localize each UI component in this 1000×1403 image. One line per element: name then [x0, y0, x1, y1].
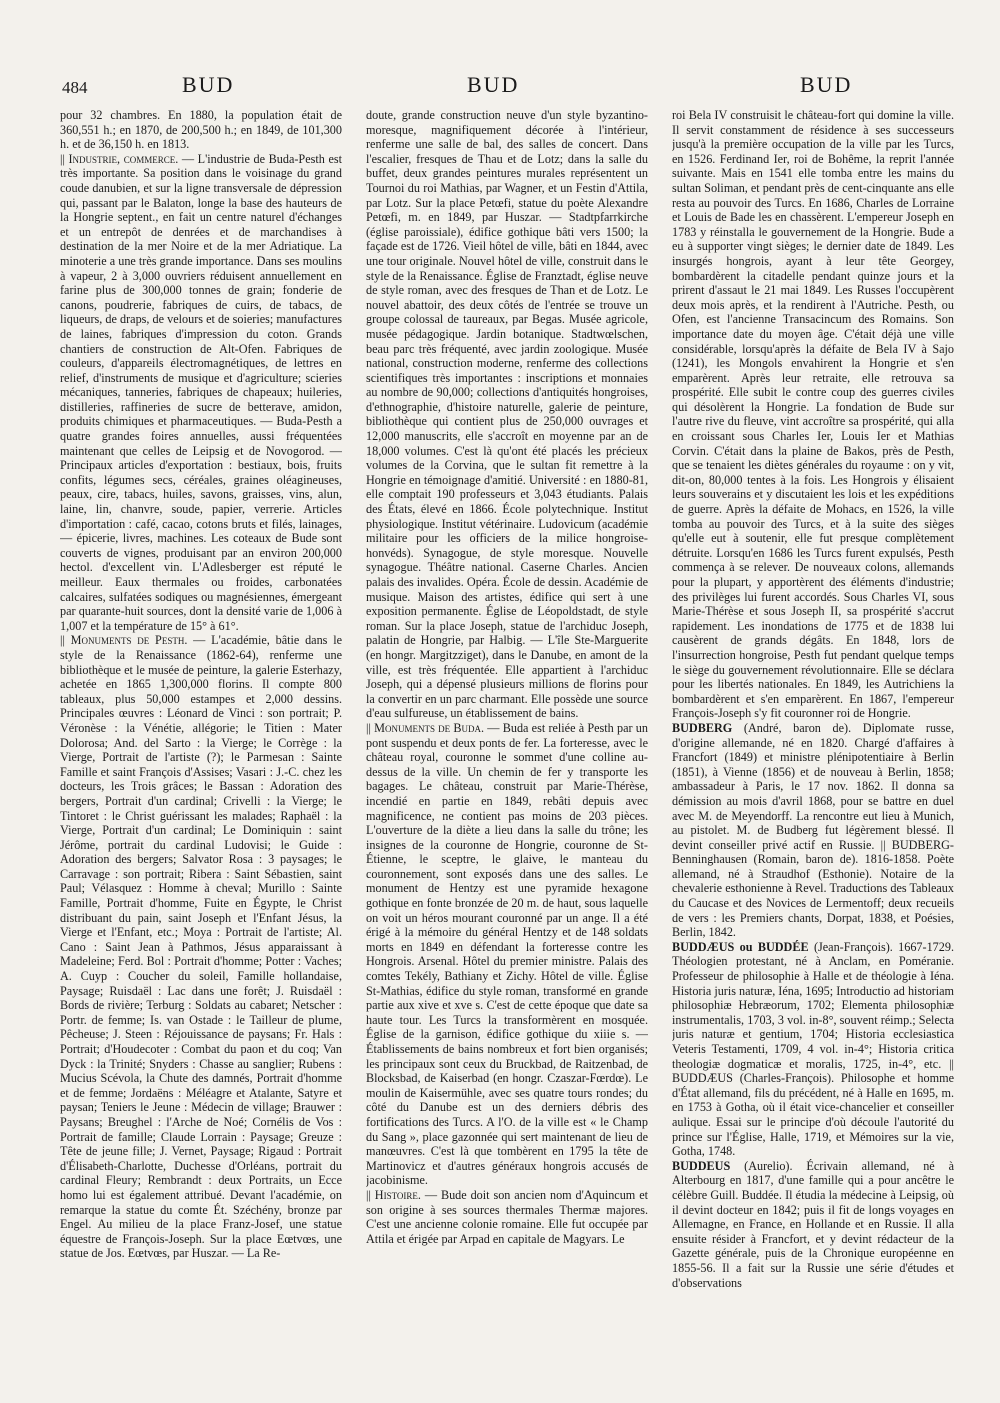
running-head-center: BUD [467, 72, 520, 97]
section-head: || Industrie, commerce. [60, 151, 179, 166]
entry-buddaeus [672, 940, 954, 1159]
section-monuments-pesth [60, 633, 342, 1261]
page-number: 484 [62, 78, 88, 97]
paragraph-population [60, 108, 342, 152]
entry-headword: BUDDEUS [672, 1158, 731, 1173]
paragraph-text: — Bude doit son ancien nom d'Aquincum et son origine à ses sources thermales Thermæ majores. C'est une ancienne colonie romaine. Elle fut occupée par Attila et érigée par Arpad en capitale de Magyars. Le [366, 1187, 648, 1246]
paragraph-text: pour 32 chambres. En 1880, la population était de 360,551 h.; en 1870, de 200,500 h.; en 1849, de 101,300 h. et de 36,150 h. en 1813. [60, 108, 342, 152]
entry-headword: BUDDÆUS ou BUDDÉE [672, 939, 809, 954]
text-column-2 [366, 108, 648, 1398]
entry-budberg [672, 721, 954, 940]
running-head-left: BUD [182, 72, 235, 97]
section-histoire [366, 1188, 648, 1246]
section-industrie-commerce [60, 152, 342, 634]
paragraph-text: (André, baron de). Diplomate russe, d'origine allemande, né en 1820. Chargé d'affaires à Francfort (1849) et ministre plénipotentiaire à Berlin (1851), à Vienne (1856) et de nouveau à Berlin, 1858; ambassadeur à Paris, le 17 nov. 1862. Il donna sa démission au mois d'avril 1868, pour se battre en duel avec M. de Meyendorff. La rencontre eut lieu à Munich, au pistolet. M. de Budberg fut légèrement blessé. Il devint conseiller privé actif en Russie. || BUDBERG-Benninghausen (Romain, baron de). 1816-1858. Poète allemand, né à Straudhof (Esthonie). Notaire de la chevalerie esthonienne à Revel. Traductions des Tableaux du Caucase et des Novices de Lermentoff; deux recueils de vers : les Premiers chants, Dorpat, 1838, et Poésies, Berlin, 1842. [672, 720, 954, 940]
section-head: || Monuments de Buda. [366, 720, 485, 735]
entry-headword: BUDBERG [672, 720, 733, 735]
paragraph-text: — Buda est reliée à Pesth par un pont suspendu et deux ponts de fer. La forteresse, avec le château royal, couronne le sommet d'une colline au-dessus de la ville. Un chemin de fer y transporte les bagages. Le château, construit par Marie-Thérèse, incendié en partie en 1849, rebâti depuis avec magnificence, ne contient pas moins de 203 pièces. L'ouverture de la diète a lieu dans la salle du trône; les insignes de la couronne de Hongrie, couronne de St-Étienne, le sceptre, le glaive, le manteau du couronnement, sont exposés dans une des salles. Le monument de Hentzy est une pyramide hexagone gothique en fonte bronzée de 20 m. de haut, sous laquelle on voit un héros mourant couronné par un ange. Il a été érigé à la mémoire du général Hentzy et de 148 soldats morts en 1849 en défendant la forteresse contre les Hongrois. Arsenal. Hôtel du premier ministre. Palais des comtes Tekély, Bathiany et Zichy. Hôtel de ville. Église St-Mathias, édifice du style roman, transformé en grande partie aux xive et xve s. C'est de cette époque que date sa haute tour. Les Turcs la transformèrent en mosquée. Église de la garnison, édifice gothique du xiiie s. — Établissements de bains nombreux et fort bien organisés; les principaux sont ceux du Bruckbad, de Raitzenbad, de Blocksbad, de Kaiserbad (en hongr. Czaszar-Fœrdœ). Le moulin de Kaisermühle, avec ses quatre tours rondes; du côté du Danube est un des derniers débris des fortifications des Turcs. A l'O. de la ville est « le Champ du Sang », place gazonnée qui sert maintenant de lieu de manœuvres. C'est là que tombèrent en 1795 la tête de Martinovicz et d'autres généraux hongrois accusés de jacobinisme. [366, 720, 648, 1188]
text-column-3 [672, 108, 954, 1398]
entry-buddeus [672, 1159, 954, 1290]
paragraph-text: (Jean-François). 1667-1729. Théologien protestant, né à Anclam, en Poméranie. Professeur de philosophie à Halle et de théologie à Iéna. Historia juris naturæ, Iéna, 1695; Introductio ad historiam philosophiæ Hebræorum, 1702; Elementa philosophiæ instrumentalis, 1703, 3 vol. in-8°, souvent réimp.; Selecta juris naturæ et gentium, 1704; Historia ecclesiastica Veteris Testamenti, 1709, 4 vol. in-4°; Historia critica theologiæ dogmaticæ et moralis, 1725, in-4°, etc. || BUDDÆUS (Charles-François). Philosophe et homme d'État allemand, fils du précédent, né à Halle en 1695, m. en 1753 à Gotha, où il était vice-chancelier et conseiller aulique. Essai sur le principe d'où découle l'autorité du prince sur l'Église, Halle, 1719, et Mémoires sur la vie, Gotha, 1748. [672, 939, 954, 1159]
paragraph-histoire-continued [672, 108, 954, 721]
section-monuments-buda [366, 721, 648, 1188]
paragraph-text: (Aurelio). Écrivain allemand, né à Alterbourg en 1817, d'une famille qui a pour ancêtre le célèbre Guill. Buddée. Il étudia la médecine à Leipsig, où il devint docteur en 1842; puis il fit de longs voyages en Allemagne, en France, en Hollande et en Russie. Il alla ensuite résider à Francfort, et y devint rédacteur de la Gazette générale, puis de la Chronique européenne en 1855-56. Il a fait sur la Russie une série d'études et d'observations [672, 1158, 954, 1290]
text-column-1 [60, 108, 342, 1398]
paragraph-redoute [366, 108, 648, 721]
section-head: || Histoire. [366, 1187, 421, 1202]
paragraph-text: roi Bela IV construisit le château-fort qui domine la ville. Il servit constamment de résidence à ses successeurs jusqu'à la première occupation de la ville par les Turcs, en 1526. Ferdinand Ier, roi de Bohême, la reprit l'année suivante. Mais en 1541 elle tomba entre les mains du sultan Soliman, et pendant près de cent-cinquante ans elle resta au pouvoir des Turcs. En 1686, Charles de Lorraine et Louis de Bade les en chassèrent. L'empereur Joseph en 1783 y réinstalla le gouvernement de la Hongrie. Bude a eu à supporter vingt sièges; le dernier date de 1849. Les insurgés hongrois, ayant à leur tête Georgey, bombardèrent la citadelle pendant quinze jours et la prirent d'assaut le 21 mai 1849. Les Russes l'occupèrent deux mois après, et la rendirent à l'Autriche. Pesth, ou Ofen, est l'ancienne Transacincum des Romains. Son importance date du moyen âge. C'était déjà une ville considérable, lorsqu'après la défaite de Bela IV à Sajo (1241), les Mongols envahirent la Hongrie et s'en emparèrent. Après leur retraite, elle retrouva sa prospérité. Elle subit le contre coup des guerres civiles qui désolèrent la Hongrie. La fondation de Bude sur l'autre rive du fleuve, vint accroître sa prospérité, qui alla en croissant sous Charles Ier, Louis Ier et Mathias Corvin. C'était dans la plaine de Bakos, près de Pesth, que se tenaient les diètes générales du royaume : on y vit, dit-on, 80,000 tentes à la fois. Les Hongrois y élisaient leurs souverains et y discutaient les lois et les expéditions de guerre. Après la défaite de Mohacs, en 1526, la ville tomba au pouvoir des Turcs, et à la suite des sièges qu'elle eut à soutenir, elle fut presque complètement détruite. Lorsqu'en 1686 les Turcs furent expulsés, Pesth commença à se relever. De nouveaux colons, allemands pour la plupart, y apportèrent des éléments d'industrie; des privilèges lui furent accordés. Sous Charles VI, sous Marie-Thérèse et sous Joseph II, sa prospérité s'accrut rapidement. Les inondations de 1775 et de 1838 lui causèrent de grands dégâts. En 1848, lors de l'insurrection hongroise, Pesth fut pendant quelque temps le siège du gouvernement révolutionnaire. Elle se déclara pour les libertés nationales. En 1849, les Autrichiens la bombardèrent et s'en emparèrent. En 1867, l'empereur François-Joseph s'y fit couronner roi de Hongrie. [672, 108, 954, 721]
running-head-right: BUD [800, 72, 853, 97]
paragraph-text: — L'industrie de Buda-Pesth est très importante. Sa position dans le voisinage du grand coude danubien, et sur la ligne transversale de dépression qui, passant par le Balaton, longe la base des hauteurs de la Hongrie septent., en fait un centre naturel d'échanges et un entrepôt de denrées et de marchandises à destination de la mer Noire et de la mer Adriatique. La minoterie a une très grande importance. Dans ses moulins à vapeur, 2 à 3,000 ouvriers réduisent annuellement en farine plus de 300,000 tonnes de grain; fonderie de canons, poudrerie, fabriques de cuirs, de tabacs, de liqueurs, de draps, de velours et de soieries; manufactures de laines, fabriques d'impression du coton. Grands chantiers de construction de Alt-Ofen. Fabriques de couleurs, d'appareils électromagnétiques, de lettres en relief, d'instruments de musique et d'agriculture; scieries mécaniques, tanneries, fabriques de chapeaux; huileries, distilleries, raffineries de sucre de betterave, amidon, produits chimiques et pharmaceutiques. — Buda-Pesth a quatre grandes foires annuelles, aussi fréquentées maintenant que celles de Leipsig et de Novogorod. — Principaux articles d'exportation : bestiaux, bois, fruits confits, légumes secs, céréales, graines oléagineuses, peaux, cire, tabacs, huiles, savons, graisses, vins, alun, laine, lin, chanvre, soude, papier, verrerie. Articles d'importation : café, cacao, cotons bruts et filés, lainages, — épicerie, livres, machines. Les coteaux de Bude sont couverts de vignes, produisant par an environ 200,000 hectol. d'excellent vin. L'Adlesberger est réputé le meilleur. Eaux thermales ou froides, carbonatées calcaires, sulfatées sodiques ou magnésiennes, émergeant par quarante-huit sources, dont la densité varie de 1,006 à 1,007 et la température de 15° à 61°. [60, 151, 342, 633]
paragraph-text: — L'académie, bâtie dans le style de la Renaissance (1862-64), renferme une bibliothèque et le musée de peinture, la galerie Esterhazy, achetée en 1865 1,300,000 florins. Il compte 800 tableaux, plus 50,000 estampes et 2,000 dessins. Principales œuvres : Léonard de Vinci : son portrait; P. Véronèse : la Vénétie, allégorie; le Titien : Mater Dolorosa; And. del Sarto : la Vierge; le Corrège : la Vierge, Portrait de l'artiste (?); le Parmesan : Sainte Famille et saint François d'Assises; Vasari : J.-C. chez les docteurs, les Trois grâces; le Bassan : Adoration des bergers, Portrait d'un cardinal; Crivelli : la Vierge; le Tintoret : le Christ guérissant les malades; Raphaël : la Vierge, Portrait d'un cardinal; Le Dominiquin : saint Jérôme, portrait du cardinal Ludovisi; le Guide : Adoration des bergers; Salvator Rosa : 3 paysages; le Carravage : son portrait; Ribera : Saint Sébastien, saint Paul; Vélasquez : Homme à cheval; Murillo : Sainte Famille, Portrait d'homme, Fuite en Égypte, le Christ distribuant du pain, saint Joseph et l'Enfant Jésus, la Vierge et l'Enfant, etc.; Moya : Portrait de l'artiste; Al. Cano : Saint Jean à Pathmos, Jésus apparaissant à Madeleine; Ferd. Bol : Portrait d'homme; Potter : Vaches; A. Cuyp : Coucher du soleil, Famille hollandaise, Paysage; Ruisdaël : Lac dans une forêt; J. Ruisdaël : Bords de rivière; Terburg : Soldats au cabaret; Netscher : Portr. de femme; Is. van Ostade : le Tailleur de plume, Pêcheuse; J. Steen : Réjouissance de paysans; Fr. Hals : Portrait; d'Houdecoter : Combat du paon et du coq; Van Dyck : la Trinité; Snyders : Chasse au sanglier; Rubens : Mucius Scévola, la Chute des damnés, Portrait d'homme et de femme; Jordaëns : Méléagre et Atalante, Satyre et paysan; Teniers le Jeune : Médecin de village; Brauwer : Paysans; Breughel : l'Arche de Noé; Cornélis de Vos : Portrait de famille; Claude Lorrain : Paysage; Greuze : Tête de jeune fille; J. Vernet, Paysage; Rigaud : Portrait d'Élisabeth-Charlotte, Duchesse d'Orléans, portrait du cardinal Fleury; Rembrandt : deux Portraits, un Ecce homo lui est également attribué. Devant l'académie, on remarque la statue du comte Ét. Széchény, bronze par Engel. Au milieu de la place Franz-Josef, une statue équestre de François-Joseph. Sur la place Eœtvœs, une statue de Jos. Eœtvœs, par Huszar. — La Re- [60, 633, 342, 1261]
paragraph-text: doute, grande construction neuve d'un style byzantino-moresque, magnifiquement décorée à l'intérieur, renferme une salle de bal, des salles de concert. Dans l'escalier, fresques de Thau et de Lotz; dans la salle du buffet, deux grandes peintures murales représentent un Tournoi du roi Mathias, par Wagner, et un Festin d'Attila, par Lotz. Sur la place Petœfi, statue du poète Alexandre Petœfi, m. en 1849, par Huszar. — Stadtpfarrkirche (église paroissiale), édifice gothique bâti vers 1500; la façade est de 1726. Vieil hôtel de ville, bâti en 1844, avec une tour originale. Nouvel hôtel de ville, construit dans le style de la Renaissance. Église de Franztadt, église neuve de style roman, avec des fresques de Than et de Lotz. Le nouvel abattoir, des deux côtés de l'entrée se trouve un groupe colossal de taureaux, par Begas. Musée agricole, musée pédagogique. Jardin botanique. Stadtwœlschen, beau parc très fréquenté, avec jardin zoologique. Musée national, construction moderne, renferme des collections scientifiques très importantes : inscriptions et monnaies au nombre de 90,000; collections d'antiquités hongroises, d'ethnographie, d'histoire naturelle, galerie de peinture, bibliothèque qui contient plus de 250,000 ouvrages et 12,000 manuscrits, elle s'accroît en moyenne par an de 18,000 volumes. C'est là qu'ont été placés les précieux volumes de la Corvina, que le sultan fit remettre à la Hongrie en témoignage d'amitié. Université : en 1880-81, elle comptait 190 professeurs et 3,043 étudiants. Palais des États, élevé en 1866. École polytechnique. Institut physiologique. Institut vétérinaire. Ludovicum (académie militaire pour les officiers de la milice hongroise-honvéds). Synagogue, de style moresque. Nouvelle synagogue. Théâtre national. Caserne Charles. Ancien palais des invalides. Opéra. École de dessin. Académie de musique. Maison des artistes, édifice qui sert à une exposition permanente. Église de Léopoldstadt, de style roman. Sur la place Joseph, statue de l'archiduc Joseph, palatin de Hongrie, par Halbig. — L'île Ste-Marguerite (en hongr. Margitzziget), dans le Danube, en amont de la ville, est très fréquentée. Elle appartient à l'archiduc Joseph, qui a dépensé plusieurs millions de florins pour la convertir en un parc charmant. Elle possède une source d'eau sulfureuse, un établissement de bains. [366, 108, 648, 721]
section-head: || Monuments de Pesth. [60, 633, 188, 648]
